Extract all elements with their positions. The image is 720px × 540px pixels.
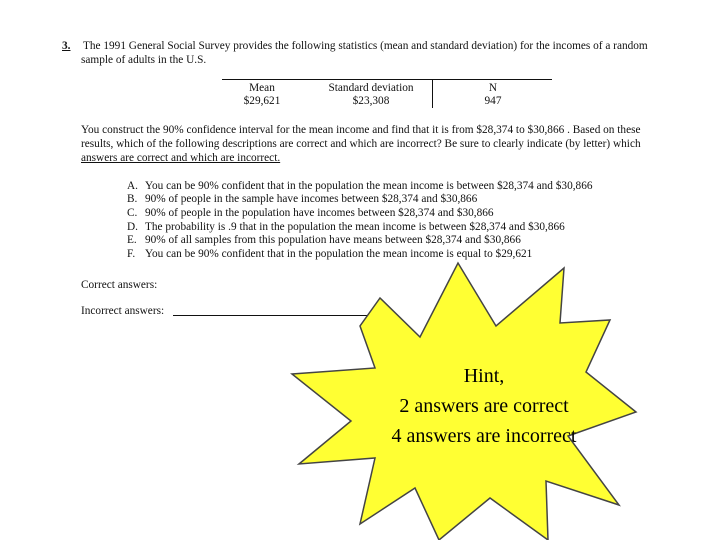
option-d-letter: D. <box>127 221 138 233</box>
header-standard-deviation: Standard deviation <box>328 82 414 94</box>
option-c-text: 90% of people in the population have incomes between $28,374 and $30,866 <box>145 207 494 219</box>
option-a-letter: A. <box>127 180 138 192</box>
value-n: 947 <box>484 95 502 107</box>
correct-answers-label: Correct answers: <box>81 279 158 291</box>
value-standard-deviation: $23,308 <box>352 95 390 107</box>
hint-line-1: 2 answers are correct <box>399 395 569 417</box>
option-b-text: 90% of people in the sample have incomes between $28,374 and $30,866 <box>145 193 478 205</box>
option-d-text: The probability is .9 that in the population the mean income is between $28,374 and $30,866 <box>145 221 565 233</box>
instructions-line-1: You construct the 90% confidence interval for the mean income and find that it is from $28,374 to $30,866 . Based on these <box>81 124 641 136</box>
option-e-text: 90% of all samples from this population have means between $28,374 and $30,866 <box>145 234 521 246</box>
option-a-text: You can be 90% confident that in the population the mean income is between $28,374 and $30,866 <box>145 180 593 192</box>
instructions-line-3: answers are correct and which are incorrect. <box>81 152 281 164</box>
hint-title: Hint, <box>463 365 505 387</box>
incorrect-answers-label: Incorrect answers: <box>81 305 165 317</box>
header-n: N <box>488 82 498 94</box>
option-b-letter: B. <box>127 193 138 205</box>
hint-line-2: 4 answers are incorrect <box>391 425 577 447</box>
value-mean: $29,621 <box>243 95 281 107</box>
header-mean: Mean <box>249 82 275 94</box>
instructions-line-2: results, which of the following descriptions are correct and which are incorrect? Be sure to clearly indicate (by letter) which <box>81 138 641 150</box>
option-f-text: You can be 90% confident that in the population the mean income is equal to $29,621 <box>145 248 533 260</box>
question-number: 3. <box>62 40 71 52</box>
question-intro-line-2: sample of adults in the U.S. <box>81 54 207 66</box>
question-intro-line-1: The 1991 General Social Survey provides the following statistics (mean and standard deviation) for the incomes of a random <box>83 40 648 52</box>
option-e-letter: E. <box>127 234 137 246</box>
option-c-letter: C. <box>127 207 138 219</box>
option-f-letter: F. <box>127 248 136 260</box>
